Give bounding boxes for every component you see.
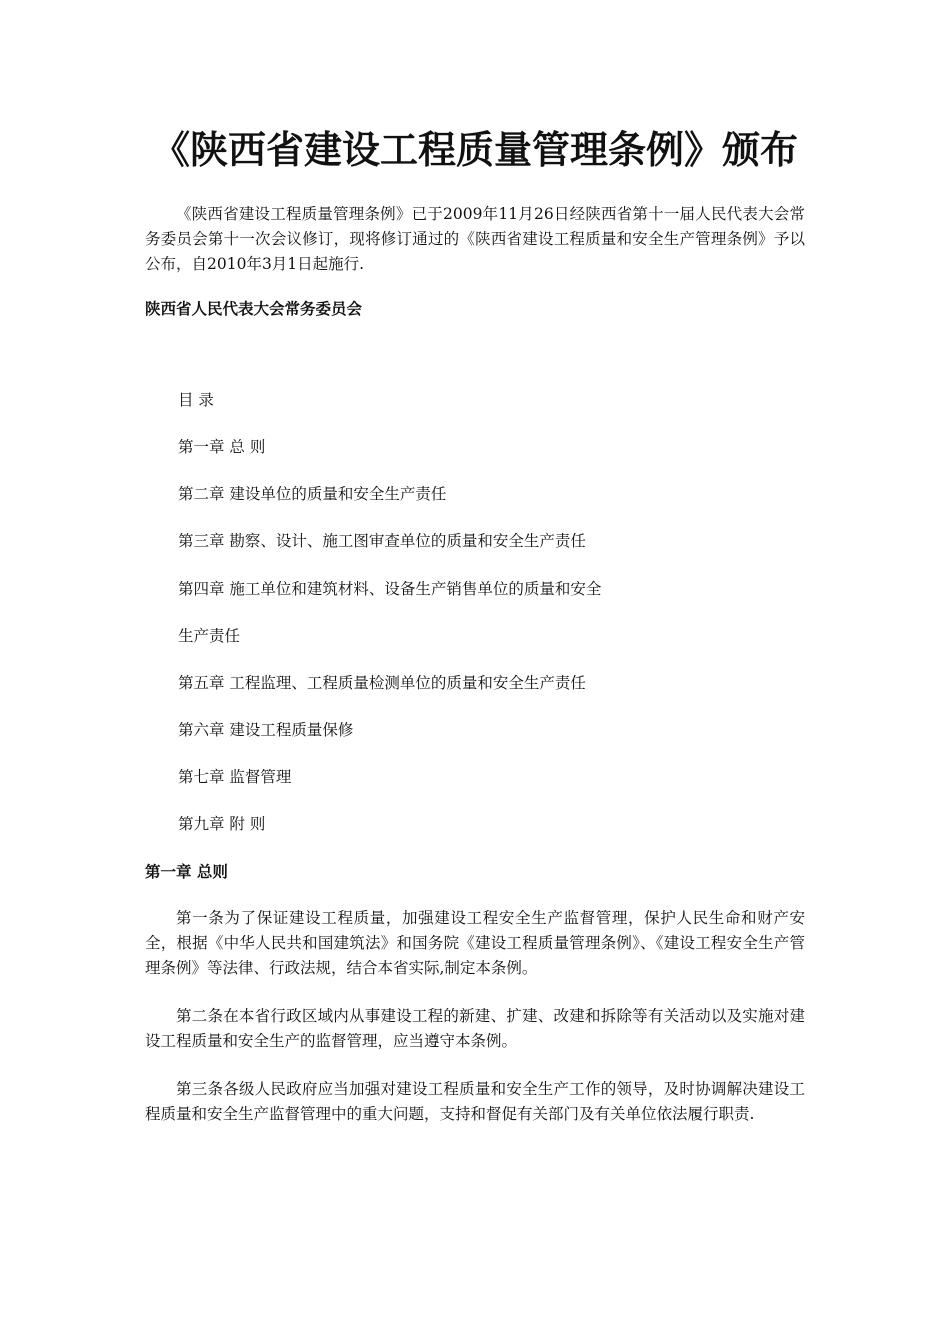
toc-item: 第七章 监督管理 <box>178 768 292 786</box>
document-title: 《陕西省建设工程质量管理条例》颁布 <box>151 127 798 172</box>
chapter-heading: 第一章 总则 <box>145 862 228 881</box>
signer-line: 陕西省人民代表大会常务委员会 <box>145 299 363 318</box>
article-paragraph: 第一条为了保证建设工程质量，加强建设工程安全生产监督管理，保护人民生命和财产安全，根据《中华人民共和国建筑法》和国务院《建设工程质量管理条例》、《建设工程安全生产管理条例》等法律、行政法规，结合本省实际,制定本条例。 <box>145 909 805 977</box>
intro-paragraph: 《陕西省建设工程质量管理条例》已于2009年11月26日经陕西省第十一届人民代表大会常务委员会第十一次会议修订，现将修订通过的《陕西省建设工程质量和安全生产管理条例》予以公布，自2010年3月1日起施行. <box>145 205 805 273</box>
toc-item: 第六章 建设工程质量保修 <box>178 721 354 739</box>
toc-item: 第四章 施工单位和建筑材料、设备生产销售单位的质量和安全 <box>178 580 602 598</box>
toc-item: 第九章 附 则 <box>178 815 266 833</box>
toc-heading: 目 录 <box>178 391 214 409</box>
article-paragraph: 第三条各级人民政府应当加强对建设工程质量和安全生产工作的领导，及时协调解决建设工程质量和安全生产监督管理中的重大问题，支持和督促有关部门及有关单位依法履行职责. <box>145 1080 805 1123</box>
toc-item: 生产责任 <box>178 627 241 645</box>
toc-item: 第二章 建设单位的质量和安全生产责任 <box>178 485 447 503</box>
toc-item: 第三章 勘察、设计、施工图审查单位的质量和安全生产责任 <box>178 532 586 550</box>
article-paragraph: 第二条在本省行政区域内从事建设工程的新建、扩建、改建和拆除等有关活动以及实施对建设工程质量和安全生产的监督管理，应当遵守本条例。 <box>145 1007 805 1050</box>
toc-item: 第五章 工程监理、工程质量检测单位的质量和安全生产责任 <box>178 674 586 692</box>
toc-item: 第一章 总 则 <box>178 438 266 456</box>
